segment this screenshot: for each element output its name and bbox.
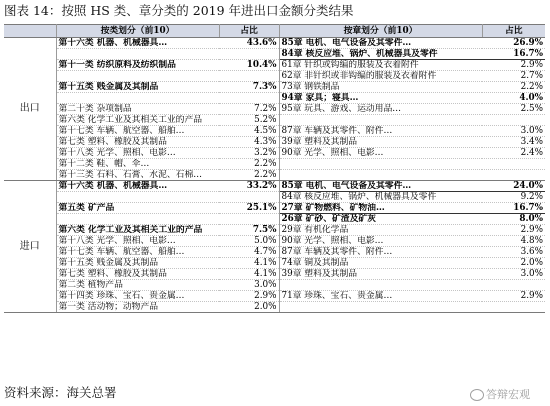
chapter-category-cell: 26章 矿砂、矿渣及矿灰 — [279, 214, 482, 225]
chapter-share-cell: 3.4% — [482, 137, 545, 148]
class-share-cell: 33.2% — [219, 181, 279, 192]
chapter-share-cell: 3.0% — [482, 269, 545, 280]
chapter-category-cell: 95章 玩具、游戏、运动用品… — [279, 104, 482, 115]
chapter-category-cell: 27章 矿物燃料、矿物油… — [279, 203, 482, 214]
class-share-cell: 25.1% — [219, 203, 279, 214]
class-category-cell: 第十六类 机器、机械器具… — [56, 38, 219, 49]
chapter-share-cell: 16.7% — [482, 203, 545, 214]
chapter-category-cell — [279, 159, 482, 170]
chapter-share-cell — [482, 170, 545, 181]
chapter-category-cell — [279, 302, 482, 313]
table-row — [4, 49, 545, 60]
table-row — [4, 247, 545, 258]
chapter-share-cell: 24.0% — [482, 181, 545, 192]
class-category-cell: 第十五类 贱金属及其制品 — [56, 258, 219, 269]
export-group-label: 出口 — [4, 38, 56, 181]
chapter-category-cell: 39章 塑料及其制品 — [279, 137, 482, 148]
chapter-category-cell: 90章 光学、照相、电影… — [279, 148, 482, 159]
chapter-share-cell: 2.9% — [482, 60, 545, 71]
class-share-cell: 4.1% — [219, 269, 279, 280]
table-row — [4, 104, 545, 115]
class-share-cell: 2.9% — [219, 291, 279, 302]
class-category-cell — [56, 192, 219, 203]
class-share-cell: 2.2% — [219, 159, 279, 170]
chapter-share-cell: 8.0% — [482, 214, 545, 225]
chapter-share-cell: 2.7% — [482, 71, 545, 82]
chapter-category-cell: 73章 钢铁制品 — [279, 82, 482, 93]
class-category-cell: 第六类 化学工业及其相关工业的产品 — [56, 115, 219, 126]
chapter-share-cell: 2.2% — [482, 82, 545, 93]
table-row — [4, 192, 545, 203]
header-blank — [4, 25, 56, 38]
chapter-share-cell: 2.0% — [482, 258, 545, 269]
chapter-category-cell: 87章 车辆及其零件、附件… — [279, 126, 482, 137]
class-category-cell: 第六类 化学工业及其相关工业的产品 — [56, 225, 219, 236]
class-category-cell: 第二类 植物产品 — [56, 280, 219, 291]
class-share-cell: 5.2% — [219, 115, 279, 126]
class-share-cell: 10.4% — [219, 60, 279, 71]
class-category-cell: 第十一类 纺织原料及纺织制品 — [56, 60, 219, 71]
watermark — [470, 386, 530, 402]
chapter-share-cell: 4.0% — [482, 93, 545, 104]
class-category-cell — [56, 49, 219, 60]
chapter-category-cell: 85章 电机、电气设备及其零件… — [279, 38, 482, 49]
watermark-text: 答辩宏观 — [486, 388, 530, 401]
class-share-cell: 7.3% — [219, 82, 279, 93]
chapter-share-cell: 4.8% — [482, 236, 545, 247]
chapter-share-cell: 3.0% — [482, 126, 545, 137]
class-category-cell: 第十六类 机器、机械器具… — [56, 181, 219, 192]
table-header-row — [4, 25, 545, 38]
class-category-cell: 第十四类 珍珠、宝石、贵金属… — [56, 291, 219, 302]
class-category-cell: 第七类 塑料、橡胶及其制品 — [56, 137, 219, 148]
class-share-cell: 4.5% — [219, 126, 279, 137]
table-row — [4, 38, 545, 49]
chapter-share-cell: 2.9% — [482, 291, 545, 302]
class-share-cell: 7.2% — [219, 104, 279, 115]
chapter-category-cell: 94章 家具；寝具… — [279, 93, 482, 104]
class-category-cell: 第五类 矿产品 — [56, 203, 219, 214]
header-category-by-class: 按类划分（前10） — [56, 25, 219, 38]
table-row — [4, 225, 545, 236]
class-share-cell: 3.2% — [219, 148, 279, 159]
chapter-share-cell — [482, 159, 545, 170]
class-category-cell: 第二十类 杂项制品 — [56, 104, 219, 115]
table-row — [4, 71, 545, 82]
class-share-cell — [219, 192, 279, 203]
class-share-cell: 2.0% — [219, 302, 279, 313]
chapter-category-cell: 39章 塑料及其制品 — [279, 269, 482, 280]
chapter-share-cell: 2.4% — [482, 148, 545, 159]
table-row — [4, 60, 545, 71]
class-category-cell: 第一类 活动物；动物产品 — [56, 302, 219, 313]
chapter-share-cell — [482, 115, 545, 126]
table-row — [4, 236, 545, 247]
class-category-cell: 第十五类 贱金属及其制品 — [56, 82, 219, 93]
class-share-cell — [219, 49, 279, 60]
class-category-cell: 第十七类 车辆、航空器、船舶… — [56, 126, 219, 137]
chapter-share-cell — [482, 302, 545, 313]
table-row — [4, 203, 545, 214]
table-row — [4, 291, 545, 302]
class-share-cell — [219, 71, 279, 82]
class-share-cell: 3.0% — [219, 280, 279, 291]
class-share-cell: 4.3% — [219, 137, 279, 148]
source-note: 资料来源：海关总署 — [4, 385, 117, 400]
table-row — [4, 181, 545, 192]
header-share-right: 占比 — [482, 25, 545, 38]
chapter-category-cell — [279, 115, 482, 126]
class-category-cell — [56, 93, 219, 104]
table-row — [4, 269, 545, 280]
header-category-by-chapter: 按章划分（前10） — [279, 25, 482, 38]
chapter-share-cell — [482, 280, 545, 291]
figure-title: 图表 14：按照 HS 类、章分类的 2019 年进出口金额分类结果 — [4, 3, 354, 18]
chapter-category-cell: 62章 非针织或非钩编的服装及衣着附件 — [279, 71, 482, 82]
chapter-category-cell: 84章 核反应堆、锅炉、机械器具及零件 — [279, 49, 482, 60]
chapter-category-cell: 61章 针织或钩编的服装及衣着附件 — [279, 60, 482, 71]
chapter-category-cell: 85章 电机、电气设备及其零件… — [279, 181, 482, 192]
chapter-category-cell: 74章 铜及其制品 — [279, 258, 482, 269]
table-row — [4, 115, 545, 126]
class-category-cell: 第十八类 光学、照相、电影… — [56, 148, 219, 159]
class-share-cell: 2.2% — [219, 170, 279, 181]
class-share-cell — [219, 93, 279, 104]
class-category-cell: 第十三类 石料、石膏、水泥、石棉… — [56, 170, 219, 181]
table-row — [4, 302, 545, 313]
wechat-icon — [470, 389, 484, 401]
table-row — [4, 214, 545, 225]
class-category-cell: 第十七类 车辆、航空器、船舶… — [56, 247, 219, 258]
chapter-category-cell: 29章 有机化学品 — [279, 225, 482, 236]
class-category-cell: 第十八类 光学、照相、电影… — [56, 236, 219, 247]
chapter-share-cell: 3.6% — [482, 247, 545, 258]
chapter-share-cell: 16.7% — [482, 49, 545, 60]
table-row — [4, 126, 545, 137]
chapter-category-cell — [279, 280, 482, 291]
class-share-cell: 7.5% — [219, 225, 279, 236]
chapter-share-cell: 2.5% — [482, 104, 545, 115]
chapter-share-cell: 26.9% — [482, 38, 545, 49]
import-group-label: 进口 — [4, 181, 56, 313]
table-row — [4, 82, 545, 93]
class-share-cell: 4.1% — [219, 258, 279, 269]
table-row — [4, 159, 545, 170]
table-row — [4, 93, 545, 104]
class-category-cell: 第十二类 鞋、帽、伞… — [56, 159, 219, 170]
chapter-category-cell — [279, 170, 482, 181]
trade-classification-table — [4, 24, 545, 313]
chapter-share-cell: 2.9% — [482, 225, 545, 236]
chapter-category-cell: 90章 光学、照相、电影… — [279, 236, 482, 247]
class-category-cell — [56, 71, 219, 82]
table-row — [4, 280, 545, 291]
class-share-cell — [219, 214, 279, 225]
header-share-left: 占比 — [219, 25, 279, 38]
chapter-category-cell: 71章 珍珠、宝石、贵金属… — [279, 291, 482, 302]
table-row — [4, 137, 545, 148]
chapter-category-cell: 84章 核反应堆、锅炉、机械器具及零件 — [279, 192, 482, 203]
table-row — [4, 170, 545, 181]
chapter-category-cell: 87章 车辆及其零件、附件… — [279, 247, 482, 258]
table-row — [4, 258, 545, 269]
chapter-share-cell: 9.2% — [482, 192, 545, 203]
class-share-cell: 5.0% — [219, 236, 279, 247]
class-category-cell — [56, 214, 219, 225]
class-share-cell: 43.6% — [219, 38, 279, 49]
table-body — [4, 38, 545, 313]
class-category-cell: 第七类 塑料、橡胶及其制品 — [56, 269, 219, 280]
class-share-cell: 4.7% — [219, 247, 279, 258]
table-row — [4, 148, 545, 159]
